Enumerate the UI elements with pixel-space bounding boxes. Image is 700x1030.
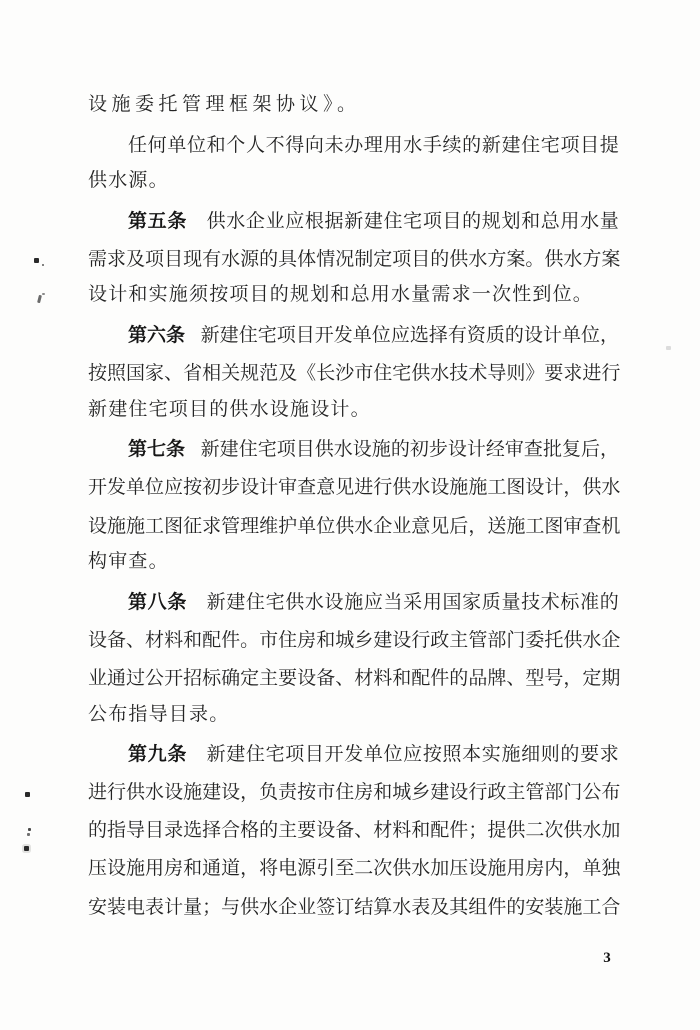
text-line: 第 八 条 新 建 住 宅 供 水 设 施 应 当 采 用 国 家 质 量 技 术 标 准 的 [128,591,619,613]
text-line: 开 发 单 位 应 按 初 步 设 计 审 查 意 见 进 行 供 水 设 施 施 工 图 设 计 ， 供 水 [88,477,621,499]
page-number: 3 [603,950,611,966]
text-line: 压 设 施 用 房 和 通 道 ， 将 电 源 引 至 二 次 供 水 加 压 设 施 用 房 内 ， 单 独 [88,858,621,880]
text-line: 公布指导目录。 [88,703,230,725]
text-line: 第 六 条 新 建 住 宅 项 目 开 发 单 位 应 选 择 有 资 质 的 设 计 单 位 ， [128,325,619,347]
text-lines [88,86,619,924]
text-line: 新建住宅项目的供水设施设计。 [88,398,371,420]
scan-speckle [666,346,671,350]
text-line: 供水源。 [88,170,169,192]
scan-speckle [24,846,29,851]
text-line: 设 施 施 工 图 征 求 管 理 维 护 单 位 供 水 企 业 意 见 后 ， 送 施 工 图 审 查 机 [88,515,621,537]
scan-speckle [27,833,30,836]
text-line: 进 行 供 水 设 施 建 设 ， 负 责 按 市 住 房 和 城 乡 建 设 行 政 主 管 部 门 公 布 [88,782,621,804]
text-line: 设施委托管理框架协议》。 [88,94,361,115]
scan-speckle [25,792,30,797]
scan-speckle [42,293,45,295]
text-line: 第 七 条 新 建 住 宅 项 目 供 水 设 施 的 初 步 设 计 经 审 查 批 复 后 ， [128,439,619,461]
text-line: 构审查。 [88,551,169,573]
text-line: 的 指 导 目 录 选 择 合 格 的 主 要 设 备 、 材 料 和 配 件 ； 提 供 二 次 供 水 加 [88,820,621,842]
scan-speckle [37,295,42,303]
text-line: 按 照 国 家 、 省 相 关 规 范 及 《 长 沙 市 住 宅 供 水 技 术 导 则 》 要 求 进 行 [88,363,621,385]
text-line: 任 何 单 位 和 个 人 不 得 向 未 办 理 用 水 手 续 的 新 建 住 宅 项 目 提 [128,134,619,156]
text-line: 第 五 条 供 水 企 业 应 根 据 新 建 住 宅 项 目 的 规 划 和 总 用 水 量 [128,210,619,232]
text-line: 设计和实施须按项目的规划和总用水量需求一次性到位。 [88,284,594,306]
scan-speckle [34,258,39,263]
text-line: 需 求 及 项 目 现 有 水 源 的 具 体 情 况 制 定 项 目 的 供 水 方 案 。 供 水 方 案 [88,248,621,270]
scan-speckle [42,264,44,266]
text-line: 设 备 、 材 料 和 配 件 。 市 住 房 和 城 乡 建 设 行 政 主 管 部 门 委 托 供 水 企 [88,629,621,651]
text-line: 第 九 条 新 建 住 宅 项 目 开 发 单 位 应 按 照 本 实 施 细 则 的 要 求 [128,744,619,766]
text-line: 安 装 电 表 计 量 ； 与 供 水 企 业 签 订 结 算 水 表 及 其 组 件 的 安 装 施 工 合 [88,896,621,918]
scan-speckle [28,828,31,831]
text-line: 业 通 过 公 开 招 标 确 定 主 要 设 备 、 材 料 和 配 件 的 品 牌 、 型 号 ， 定 期 [88,667,621,689]
